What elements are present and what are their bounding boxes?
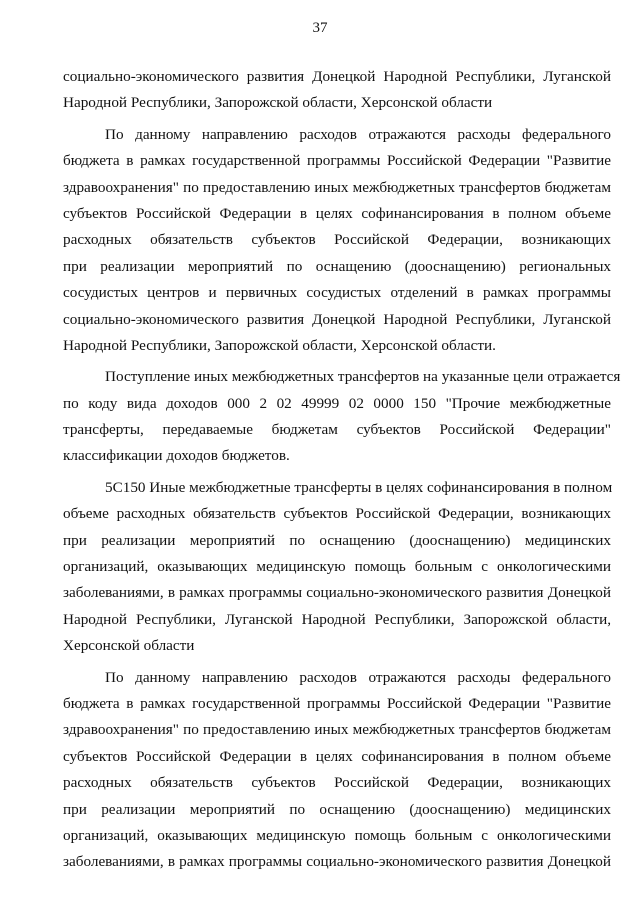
text-line: субъектов Российской Федерации в целях софинансирования в полном объеме <box>63 204 611 222</box>
text-line: заболеваниями, в рамках программы социально-экономического развития Донецкой <box>63 584 611 602</box>
text-line: заболеваниями, в рамках программы социально-экономического развития Донецкой <box>63 853 611 871</box>
text-line: сосудистых центров и первичных сосудистых отделений в рамках программы <box>63 284 611 302</box>
text-line: объеме расходных обязательств субъектов Российской Федерации, возникающих <box>63 505 611 523</box>
text-line: при реализации мероприятий по оснащению (дооснащению) медицинских <box>63 531 611 549</box>
text-line: трансферты, передаваемые бюджетам субъектов Российской Федерации" <box>63 421 611 439</box>
text-line: по коду вида доходов 000 2 02 49999 02 0000 150 "Прочие межбюджетные <box>63 394 611 412</box>
text-line: социально-экономического развития Донецкой Народной Республики, Луганской <box>63 68 611 85</box>
text-line: По данному направлению расходов отражаются расходы федерального <box>105 668 611 686</box>
text-line: Херсонской области <box>63 637 195 655</box>
text-line: организаций, оказывающих медицинскую помощь больным с онкологическими <box>63 826 611 844</box>
text-line: при реализации мероприятий по оснащению (дооснащению) медицинских <box>63 800 611 818</box>
text-line: Поступление иных межбюджетных трансфертов на указанные цели отражается <box>105 368 621 386</box>
text-line: По данному направлению расходов отражаются расходы федерального <box>105 125 611 143</box>
body-text <box>63 64 621 876</box>
text-line: здравоохранения" по предоставлению иных межбюджетных трансфертов бюджетам <box>63 178 611 196</box>
text-line: при реализации мероприятий по оснащению (дооснащению) региональных <box>63 257 611 275</box>
text-line: социально-экономического развития Донецкой Народной Республики, Луганской <box>63 310 611 328</box>
text-line: организаций, оказывающих медицинскую помощь больным с онкологическими <box>63 558 611 576</box>
text-line: классификации доходов бюджетов. <box>63 447 290 465</box>
page-number: 37 <box>312 20 328 36</box>
text-line: расходных обязательств субъектов Российской Федерации, возникающих <box>63 231 611 249</box>
text-line: Народной Республики, Запорожской области, Херсонской области. <box>63 336 496 354</box>
text-line: расходных обязательств субъектов Российской Федерации, возникающих <box>63 774 611 792</box>
text-line: здравоохранения" по предоставлению иных межбюджетных трансфертов бюджетам <box>63 721 611 739</box>
text-line: Народной Республики, Запорожской области, Херсонской области <box>63 94 493 112</box>
text-line: бюджета в рамках государственной программы Российской Федерации "Развитие <box>63 694 611 712</box>
text-line: Народной Республики, Луганской Народной Республики, Запорожской области, <box>63 610 611 628</box>
text-line: субъектов Российской Федерации в целях софинансирования в полном объеме <box>63 747 611 765</box>
text-line: бюджета в рамках государственной программы Российской Федерации "Развитие <box>63 152 611 170</box>
text-line: 5С150 Иные межбюджетные трансферты в целях софинансирования в полном <box>105 478 613 496</box>
